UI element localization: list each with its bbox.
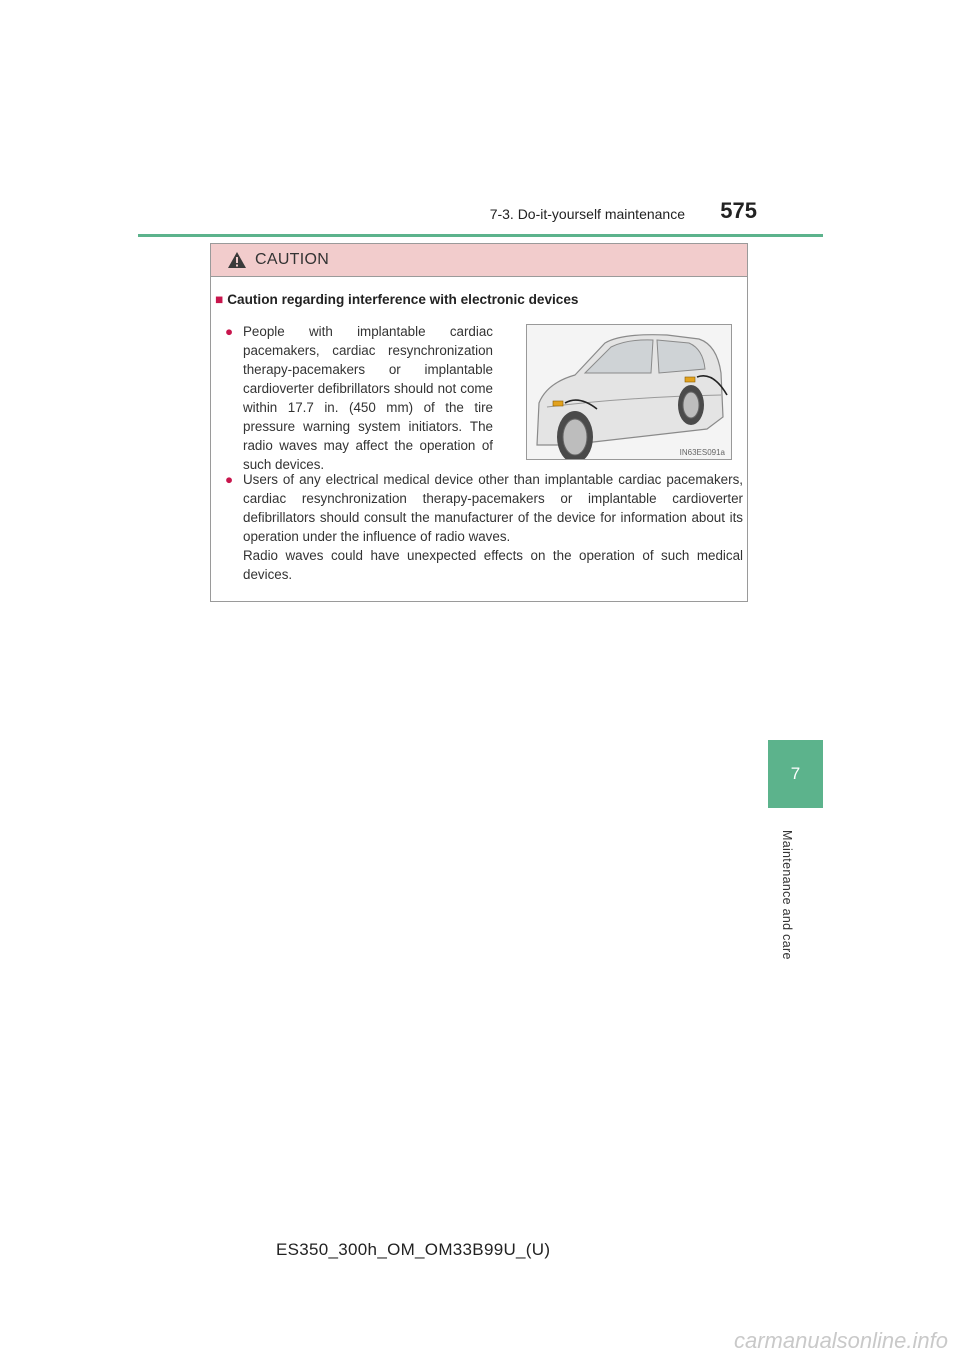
page-number: 575 [720, 198, 757, 223]
car-initiator-illustration [526, 324, 732, 460]
bullet-dot-icon: ● [225, 324, 234, 339]
chapter-label: Maintenance and care [780, 830, 794, 960]
bullet-medical-device-text: Users of any electrical medical device other than implantable cardiac pacemakers, cardiac resynchronization therapy-pacemakers or implantable cardioverter defibrillators should consult the manufacturer of the device for information about its operation under the influence of radio waves. [243, 472, 743, 544]
caution-box [210, 243, 748, 602]
watermark: carmanualsonline.info [733, 1328, 948, 1353]
caution-label: CAUTION [255, 251, 330, 268]
chapter-tab: 7 [768, 740, 823, 808]
bullet-medical-device-note: Radio waves could have unexpected effects on the operation of such medical devices. [243, 548, 743, 582]
caution-subheading [215, 292, 579, 307]
figure-code: IN63ES091a [679, 448, 725, 457]
page-header [138, 200, 823, 237]
bullet-pacemaker-text: People with implantable cardiac pacemakers, cardiac resynchronization therapy-pacemakers or implantable cardioverter defibrillators should not come within 17.7 in. (450 mm) of the tire pressure warning system initiators. The radio waves may affect the operation of such devices. [243, 324, 493, 472]
section-title: 7-3. Do-it-yourself maintenance [489, 206, 685, 222]
bullet-medical-device [225, 470, 743, 584]
caution-header [211, 244, 747, 277]
caution-subheading-text: Caution regarding interference with electronic devices [227, 292, 579, 307]
car-illustration-icon [527, 325, 732, 460]
bullet-dot-icon: ● [225, 472, 234, 487]
warning-triangle-icon [227, 251, 247, 269]
bullet-pacemaker [225, 322, 493, 474]
square-bullet-icon: ■ [215, 292, 224, 307]
document-id: ES350_300h_OM_OM33B99U_(U) [276, 1240, 551, 1259]
